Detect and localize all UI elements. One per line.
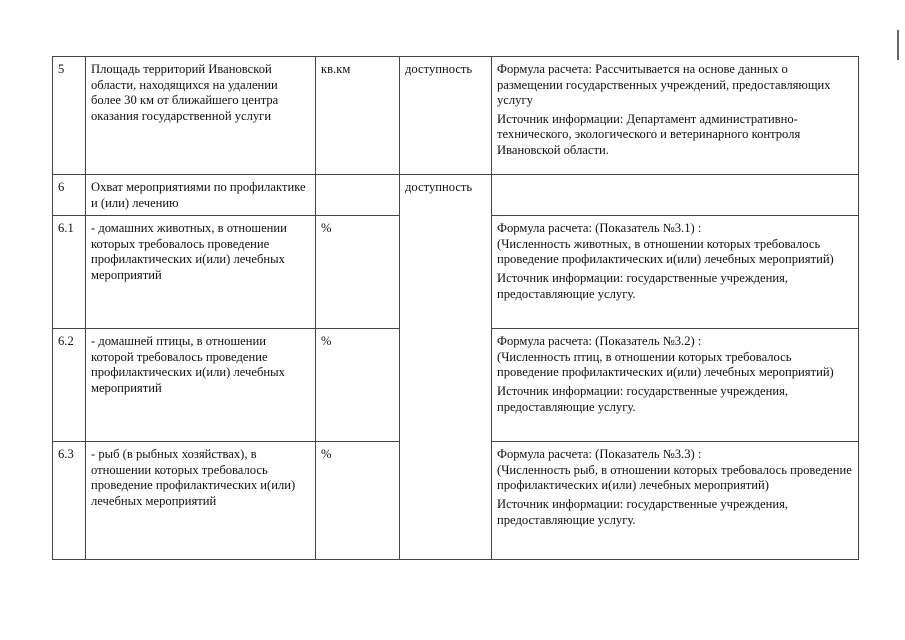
calculation-description xyxy=(492,216,859,329)
source-text: Источник информации: Департамент административно-технического, экологического и ветеринарного контроля Ивановской области. xyxy=(497,111,801,157)
calculation-description xyxy=(492,329,859,442)
unit-of-measure: % xyxy=(316,329,400,442)
row-number: 6.3 xyxy=(53,442,86,560)
calculation-description xyxy=(492,57,859,175)
calculation-description xyxy=(492,175,859,216)
row-number: 6.2 xyxy=(53,329,86,442)
formula-text: Формула расчета: Рассчитывается на основе данных о размещении государственных учреждений, предоставляющих услугу xyxy=(497,62,831,108)
source-text: Источник информации: государственные учреждения, предоставляющие услугу. xyxy=(497,383,789,414)
unit-of-measure: % xyxy=(316,216,400,329)
formula-text: Формула расчета: (Показатель №3.1) : xyxy=(497,221,702,236)
formula-text: Формула расчета: (Показатель №3.3) : xyxy=(497,447,702,462)
indicator-type: доступность xyxy=(400,57,492,175)
unit-of-measure: % xyxy=(316,442,400,560)
table-row xyxy=(53,175,859,216)
formula-detail: (Численность животных, в отношении которых требовалось проведение профилактических и(или) лечебных мероприятий) xyxy=(497,236,834,267)
formula-detail: (Численность птиц, в отношении которых требовалось проведение профилактических и(или) лечебных мероприятий) xyxy=(497,349,834,380)
indicator-name: - домашней птицы, в отношении которой требовалось проведение профилактических и(или) лечебных мероприятий xyxy=(86,329,316,442)
indicator-table xyxy=(52,56,859,560)
formula-detail: (Численность рыб, в отношении которых требовалось проведение профилактических и(или) лечебных мероприятий) xyxy=(497,462,852,493)
row-number: 5 xyxy=(53,57,86,175)
table-row xyxy=(53,57,859,175)
unit-of-measure: кв.км xyxy=(316,57,400,175)
row-number: 6.1 xyxy=(53,216,86,329)
indicator-name: - рыб (в рыбных хозяйствах), в отношении которых требовалось проведение профилактических и(или) лечебных мероприятий xyxy=(86,442,316,560)
formula-text: Формула расчета: (Показатель №3.2) : xyxy=(497,334,702,349)
indicator-name: Охват мероприятиями по профилактике и (или) лечению xyxy=(86,175,316,216)
row-number: 6 xyxy=(53,175,86,216)
source-text: Источник информации: государственные учреждения, предоставляющие услугу. xyxy=(497,270,789,301)
unit-of-measure xyxy=(316,175,400,216)
indicator-type: доступность xyxy=(400,175,492,560)
indicator-name: Площадь территорий Ивановской области, находящихся на удалении более 30 км от ближайшего центра оказания государственной услуги xyxy=(86,57,316,175)
scan-edge-mark xyxy=(897,30,899,60)
indicator-name: - домашних животных, в отношении которых требовалось проведение профилактических и(или) лечебных мероприятий xyxy=(86,216,316,329)
source-text: Источник информации: государственные учреждения, предоставляющие услугу. xyxy=(497,496,789,527)
calculation-description xyxy=(492,442,859,560)
